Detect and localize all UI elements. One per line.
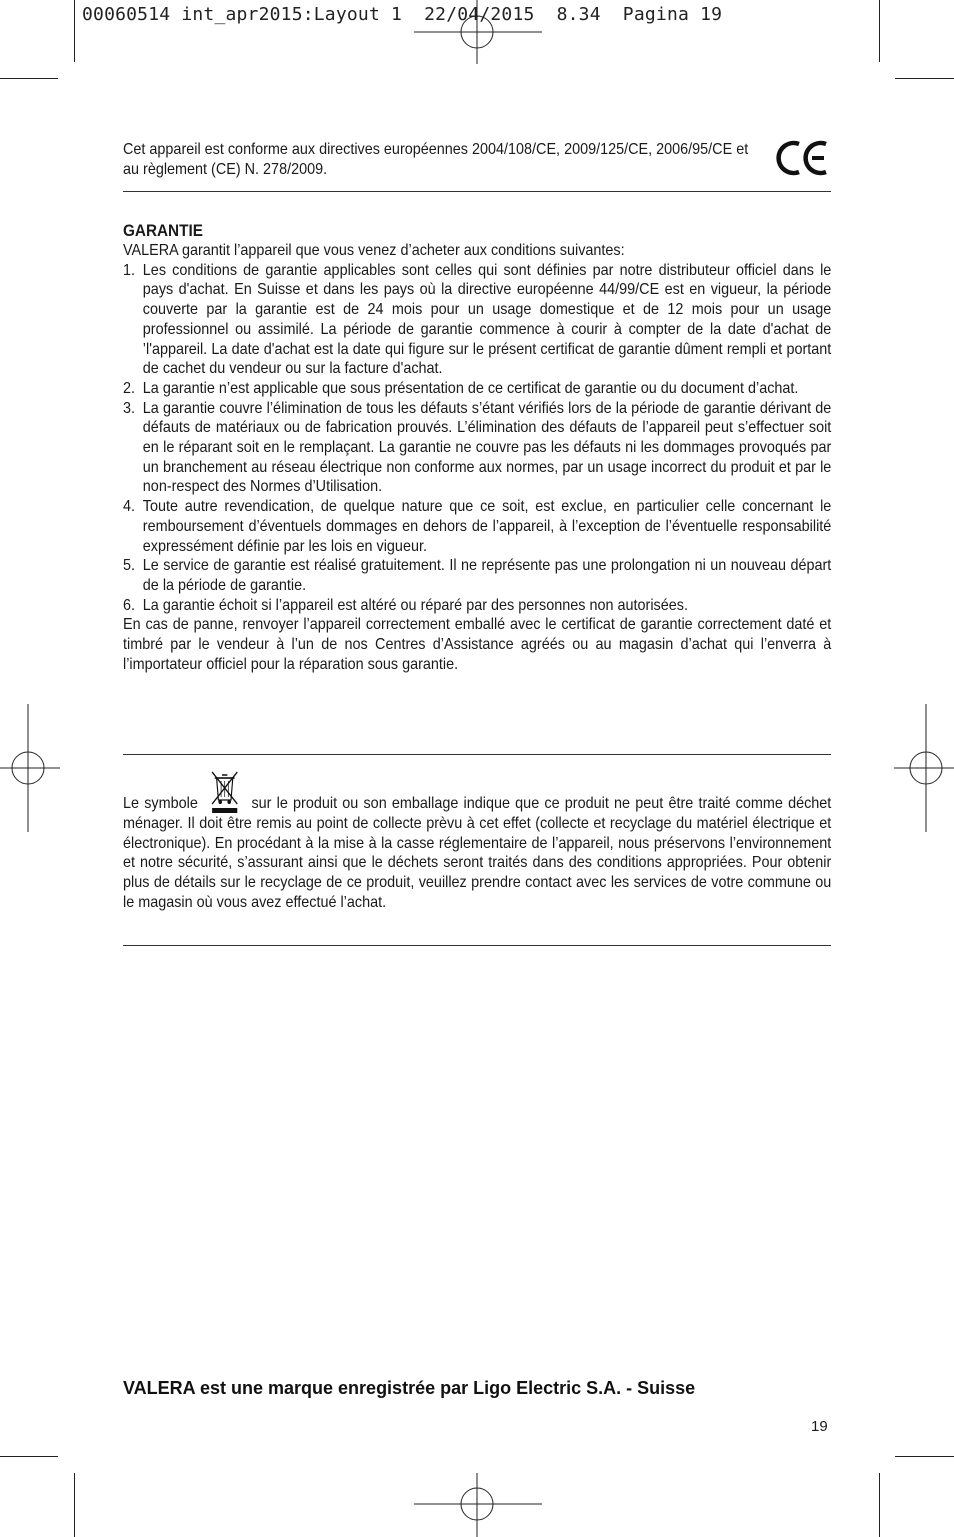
crop-mark	[0, 1456, 58, 1457]
list-item	[123, 596, 831, 616]
warranty-conditions-list	[123, 261, 831, 616]
list-item-number: 2.	[123, 379, 136, 397]
warranty-section	[123, 221, 831, 674]
list-item-number: 6.	[123, 596, 136, 614]
crop-mark	[74, 0, 75, 62]
weee-text-before: Le symbole	[123, 795, 198, 812]
list-item-number: 1.	[123, 261, 136, 279]
weee-disposal-notice	[123, 794, 831, 913]
list-item	[123, 399, 831, 498]
section-divider	[123, 945, 831, 946]
crop-mark	[0, 78, 58, 79]
crop-mark	[879, 1473, 880, 1537]
crop-mark	[895, 78, 954, 79]
list-item-text: Toute autre revendication, de quelque nature que ce soit, est exclue, en particulier celle concernant le remboursement d’éventuels dommages en dehors de l’appareil, à l’exception de l’éventuelle responsabilité expressément définie par les lois en vigueur.	[142, 498, 832, 555]
list-item-number: 3.	[123, 399, 136, 417]
list-item	[123, 497, 831, 556]
registration-mark-top	[414, 0, 542, 64]
list-item	[123, 379, 831, 399]
crop-mark	[74, 1473, 75, 1537]
brand-trademark-notice: VALERA est une marque enregistrée par Ligo Electric S.A. - Suisse	[123, 1378, 696, 1398]
list-item	[123, 261, 831, 379]
section-divider	[123, 754, 831, 755]
ce-conformity-notice: Cet appareil est conforme aux directives européennes 2004/108/CE, 2009/125/CE, 2006/95/CE et au règlement (CE) N. 278/2009.	[123, 141, 749, 178]
crop-mark	[895, 1456, 954, 1457]
crop-mark	[879, 0, 880, 62]
printer-slug-line: 00060514 int_apr2015:Layout 1 22/04/2015 8.34 Pagina 19	[82, 4, 723, 25]
weee-text-after: sur le produit ou son emballage indique que ce produit ne peut être traité comme déchet ménager. Il doit être remis au point de collecte prèvu à cet effet (collecte et recyclage du matériel électrique et électronique). En procédant à la mise à la casse réglementaire de l’appareil, nous préservons l’environnement et notre sécurité, s’assurant ainsi que le déchets seront traités dans des conditions appropriées. Pour obtenir plus de détails sur le recyclage de ce produit, veuillez prendre contact avec les services de votre commune ou le magasin où vous avez effectué l’achat.	[123, 795, 832, 911]
registration-mark-bottom	[414, 1473, 542, 1537]
warranty-heading: GARANTIE	[123, 221, 203, 240]
crossed-out-wheelie-bin-icon	[207, 770, 243, 814]
list-item-text: La garantie n’est applicable que sous présentation de ce certificat de garantie ou du document d’achat.	[142, 379, 799, 397]
section-divider	[123, 191, 831, 192]
list-item-number: 4.	[123, 498, 136, 516]
list-item-text: Le service de garantie est réalisé gratuitement. Il ne représente pas une prolongation ni un nouveau départ de la période de garantie.	[142, 557, 832, 594]
list-item	[123, 556, 831, 595]
list-item-number: 5.	[123, 557, 136, 575]
warranty-intro: VALERA garantit l’appareil que vous venez d’acheter aux conditions suivantes:	[123, 242, 625, 259]
ce-mark-icon	[775, 138, 831, 178]
list-item-text: La garantie échoit si l’appareil est altéré ou réparé par des personnes non autorisées.	[142, 596, 688, 614]
warranty-closing: En cas de panne, renvoyer l’appareil correctement emballé avec le certificat de garantie correctement daté et timbré par le vendeur à l’un de nos Centres d’Assistance agréés ou au magasin d’achat qui l’enverra à l’importateur officiel pour la réparation sous garantie.	[123, 616, 832, 673]
list-item-text: Les conditions de garantie applicables sont celles qui sont définies par notre distributeur officiel dans le pays d'achat. En Suisse et dans les pays où la directive européenne 44/99/CE est en vigueur, la période couverte par la garantie est de 24 mois pour un usage domestique et de 12 mois pour un usage professionnel ou assimilé. La période de garantie commence à courir à compter de la date d'achat de ’l'appareil. La date d'achat est la date qui figure sur le présent certificat de garantie dûment rempli et portant de cachet du vendeur ou sur la facture d'achat.	[142, 261, 832, 378]
list-item-text: La garantie couvre l’élimination de tous les défauts s’étant vérifiés lors de la période de garantie dérivant de défauts de matériaux ou de fabrication prouvés. L’élimination des défauts de l’appareil peut s’effectuer soit en le réparant soit en le remplaçant. La garantie ne couvre pas les défauts ni les dommages provoqués par un branchement au réseau électrique non conforme aux normes, par un usage incorrect du produit et par le non-respect des Normes d’Utilisation.	[142, 399, 832, 496]
registration-mark-right	[894, 704, 954, 832]
registration-mark-left	[0, 704, 60, 832]
page-number: 19	[811, 1418, 828, 1435]
